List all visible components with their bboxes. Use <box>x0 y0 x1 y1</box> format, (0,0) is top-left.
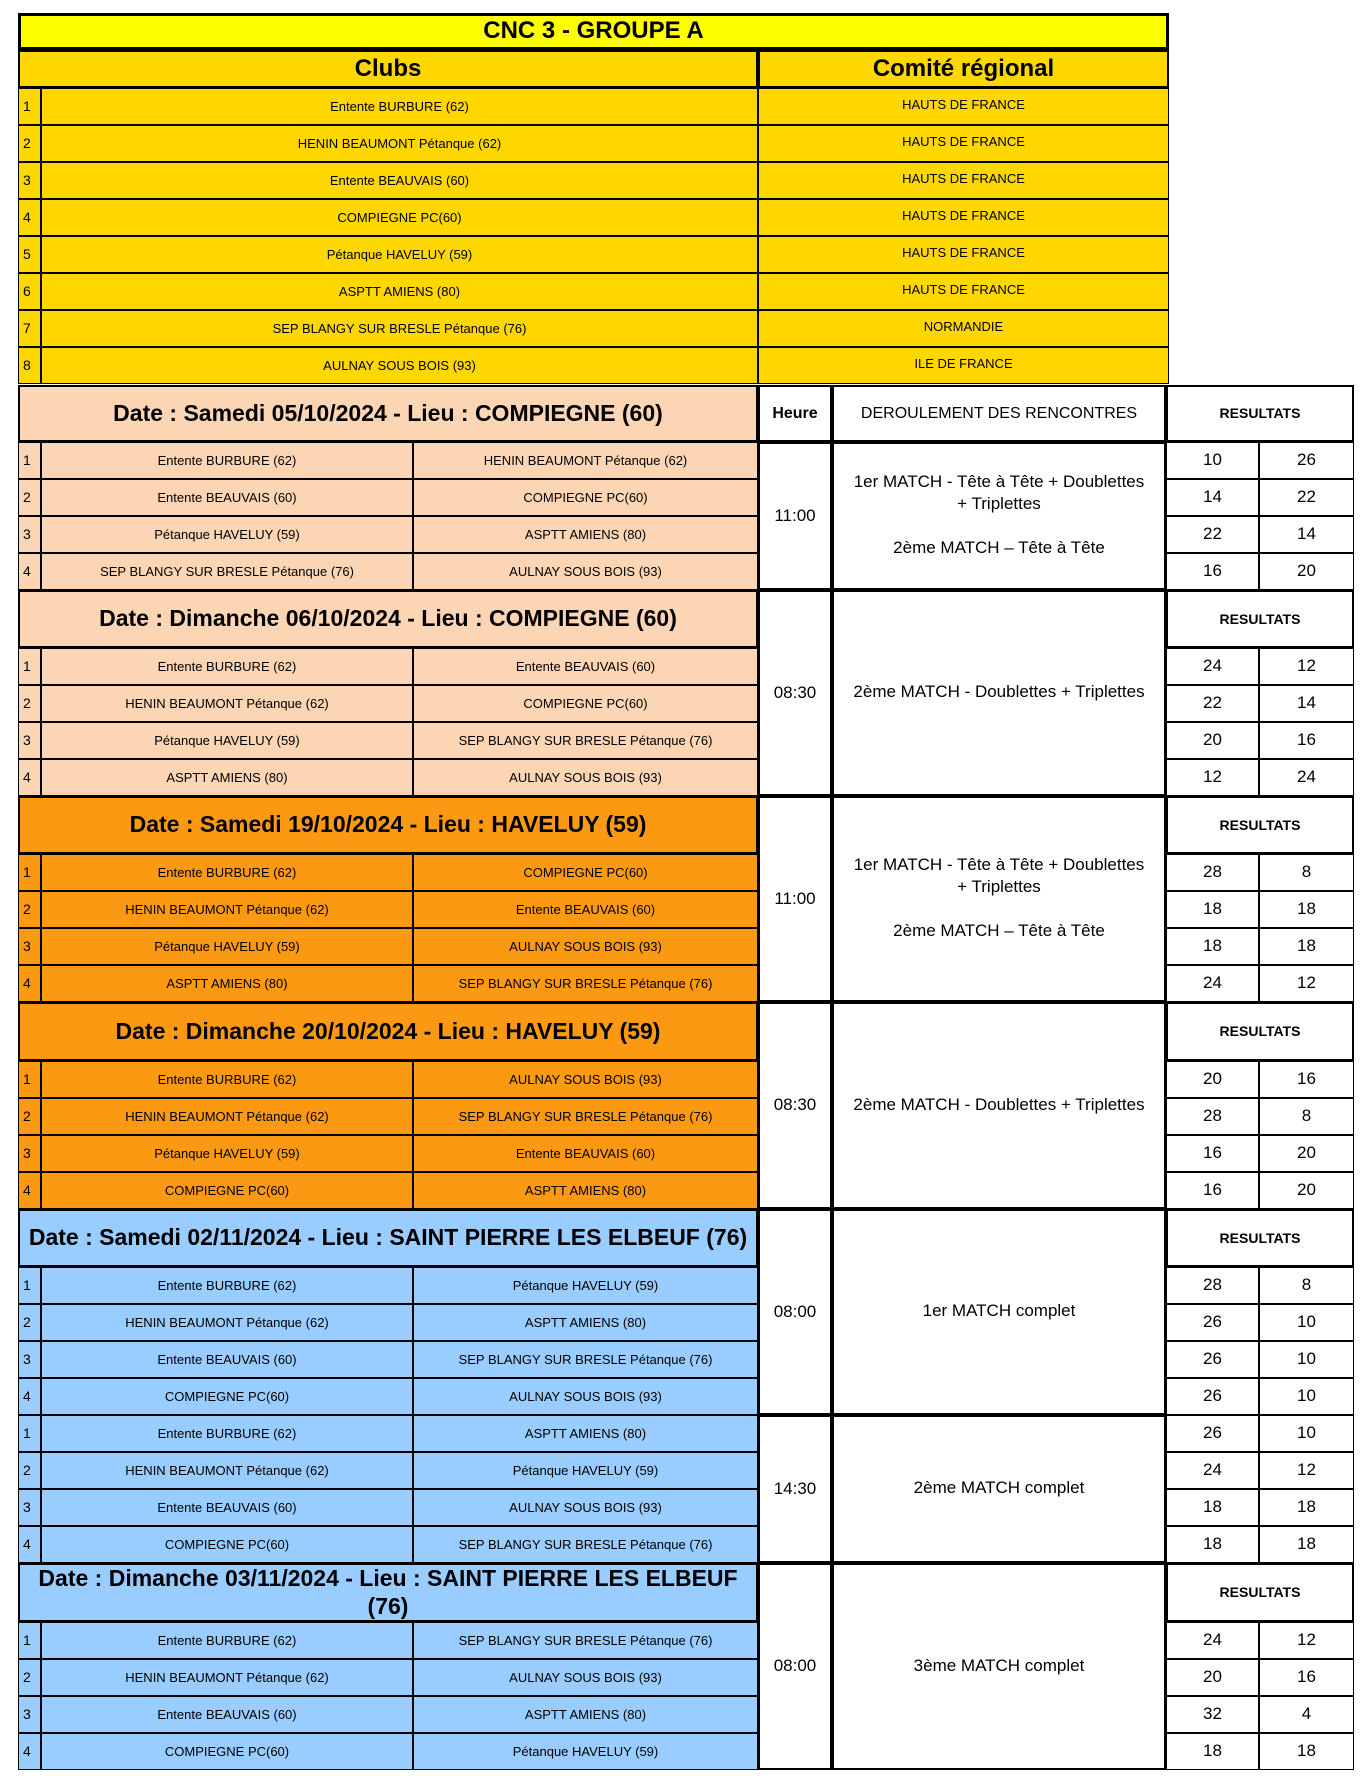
away-score: 10 <box>1259 1304 1354 1341</box>
home-score: 22 <box>1166 685 1259 722</box>
description-line: 2ème MATCH - Doublettes + Triplettes <box>853 682 1145 701</box>
resultats-header: RESULTATS <box>1166 1002 1354 1061</box>
heure-header: Heure <box>758 385 832 442</box>
home-score: 32 <box>1166 1696 1259 1733</box>
description-line: 2ème MATCH - Doublettes + Triplettes <box>853 1094 1145 1114</box>
club-name: Pétanque HAVELUY (59) <box>41 236 758 273</box>
home-score: 18 <box>1166 891 1259 928</box>
away-team: AULNAY SOUS BOIS (93) <box>413 1659 758 1696</box>
page-title: CNC 3 - GROUPE A <box>18 13 1169 50</box>
home-score: 14 <box>1166 479 1259 516</box>
club-number: 4 <box>18 199 41 236</box>
session-date: Date : Dimanche 20/10/2024 - Lieu : HAVELUY (59) <box>18 1002 758 1061</box>
away-score: 20 <box>1259 1135 1354 1172</box>
match-description-lines <box>923 1301 1076 1323</box>
home-team: Entente BURBURE (62) <box>41 442 413 479</box>
home-score: 18 <box>1166 1733 1259 1770</box>
session-date: Date : Samedi 02/11/2024 - Lieu : SAINT PIERRE LES ELBEUF (76) <box>18 1209 758 1267</box>
home-team: COMPIEGNE PC(60) <box>41 1378 413 1415</box>
away-score: 16 <box>1259 1061 1354 1098</box>
club-name: AULNAY SOUS BOIS (93) <box>41 347 758 384</box>
away-team: Pétanque HAVELUY (59) <box>413 1733 758 1770</box>
club-name: COMPIEGNE PC(60) <box>41 199 758 236</box>
description-line: 2ème MATCH – Tête à Tête <box>893 538 1105 557</box>
match-number: 2 <box>18 685 41 722</box>
away-team: Pétanque HAVELUY (59) <box>413 1267 758 1304</box>
club-region: ILE DE FRANCE <box>758 347 1169 384</box>
club-region: HAUTS DE FRANCE <box>758 125 1169 162</box>
home-team: HENIN BEAUMONT Pétanque (62) <box>41 685 413 722</box>
away-score: 16 <box>1259 1659 1354 1696</box>
match-description <box>832 1209 1166 1415</box>
away-score: 20 <box>1259 553 1354 590</box>
away-score: 18 <box>1259 891 1354 928</box>
away-score: 4 <box>1259 1696 1354 1733</box>
home-team: SEP BLANGY SUR BRESLE Pétanque (76) <box>41 553 413 590</box>
away-team: SEP BLANGY SUR BRESLE Pétanque (76) <box>413 1098 758 1135</box>
match-description <box>832 590 1166 796</box>
match-number: 4 <box>18 965 41 1002</box>
away-score: 18 <box>1259 1526 1354 1563</box>
away-team: SEP BLANGY SUR BRESLE Pétanque (76) <box>413 1526 758 1563</box>
match-number: 3 <box>18 1135 41 1172</box>
club-number: 7 <box>18 310 41 347</box>
match-number: 1 <box>18 854 41 891</box>
home-team: Entente BURBURE (62) <box>41 648 413 685</box>
description-line <box>854 516 1145 538</box>
session-date: Date : Samedi 05/10/2024 - Lieu : COMPIEGNE (60) <box>18 385 758 442</box>
resultats-header: RESULTATS <box>1166 1563 1354 1622</box>
home-score: 22 <box>1166 516 1259 553</box>
away-team: ASPTT AMIENS (80) <box>413 1172 758 1209</box>
club-name: Entente BEAUVAIS (60) <box>41 162 758 199</box>
away-score: 12 <box>1259 1622 1354 1659</box>
away-score: 18 <box>1259 928 1354 965</box>
home-team: Entente BURBURE (62) <box>41 1061 413 1098</box>
match-description <box>832 442 1166 590</box>
description-line: 2ème MATCH complet <box>913 1478 1085 1497</box>
match-number: 3 <box>18 516 41 553</box>
away-team: COMPIEGNE PC(60) <box>413 854 758 891</box>
away-score: 8 <box>1259 1267 1354 1304</box>
away-team: COMPIEGNE PC(60) <box>413 685 758 722</box>
resultats-header: RESULTATS <box>1166 796 1354 854</box>
match-number: 2 <box>18 891 41 928</box>
away-team: Pétanque HAVELUY (59) <box>413 1452 758 1489</box>
away-team: COMPIEGNE PC(60) <box>413 479 758 516</box>
match-number: 4 <box>18 553 41 590</box>
club-name: SEP BLANGY SUR BRESLE Pétanque (76) <box>41 310 758 347</box>
home-score: 16 <box>1166 1135 1259 1172</box>
home-team: HENIN BEAUMONT Pétanque (62) <box>41 1452 413 1489</box>
home-score: 28 <box>1166 1098 1259 1135</box>
match-number: 4 <box>18 1526 41 1563</box>
match-description-lines <box>853 682 1144 704</box>
home-team: ASPTT AMIENS (80) <box>41 965 413 1002</box>
home-team: HENIN BEAUMONT Pétanque (62) <box>41 1304 413 1341</box>
club-region: HAUTS DE FRANCE <box>758 273 1169 310</box>
club-number: 6 <box>18 273 41 310</box>
match-number: 3 <box>18 722 41 759</box>
match-description-lines <box>854 472 1145 560</box>
match-number: 1 <box>18 1061 41 1098</box>
match-number: 2 <box>18 1659 41 1696</box>
home-score: 18 <box>1166 928 1259 965</box>
description-line: 1er MATCH - Tête à Tête + Doublettes <box>853 472 1145 491</box>
away-team: AULNAY SOUS BOIS (93) <box>413 1378 758 1415</box>
home-score: 24 <box>1166 1622 1259 1659</box>
match-description-lines <box>914 1656 1085 1678</box>
resultats-header: RESULTATS <box>1166 385 1354 442</box>
away-score: 8 <box>1259 1098 1354 1135</box>
club-number: 3 <box>18 162 41 199</box>
club-number: 2 <box>18 125 41 162</box>
match-description <box>832 796 1166 1002</box>
club-region: HAUTS DE FRANCE <box>758 199 1169 236</box>
home-score: 18 <box>1166 1489 1259 1526</box>
match-number: 1 <box>18 1267 41 1304</box>
club-number: 5 <box>18 236 41 273</box>
away-team: SEP BLANGY SUR BRESLE Pétanque (76) <box>413 965 758 1002</box>
away-score: 26 <box>1259 442 1354 479</box>
away-team: Entente BEAUVAIS (60) <box>413 648 758 685</box>
home-team: COMPIEGNE PC(60) <box>41 1172 413 1209</box>
home-team: Pétanque HAVELUY (59) <box>41 928 413 965</box>
match-number: 4 <box>18 1172 41 1209</box>
match-time: 08:30 <box>758 1002 832 1209</box>
home-team: ASPTT AMIENS (80) <box>41 759 413 796</box>
away-team: AULNAY SOUS BOIS (93) <box>413 928 758 965</box>
club-number: 1 <box>18 88 41 125</box>
match-number: 1 <box>18 648 41 685</box>
description-line <box>854 899 1145 921</box>
home-score: 20 <box>1166 722 1259 759</box>
match-number: 4 <box>18 1378 41 1415</box>
match-description-lines <box>853 1095 1144 1117</box>
away-team: AULNAY SOUS BOIS (93) <box>413 1061 758 1098</box>
clubs-header: Clubs <box>18 50 758 88</box>
away-team: AULNAY SOUS BOIS (93) <box>413 553 758 590</box>
home-team: Entente BURBURE (62) <box>41 1267 413 1304</box>
away-score: 16 <box>1259 722 1354 759</box>
session-date: Date : Dimanche 03/11/2024 - Lieu : SAINT PIERRE LES ELBEUF (76) <box>18 1563 758 1622</box>
away-score: 10 <box>1259 1341 1354 1378</box>
home-score: 26 <box>1166 1341 1259 1378</box>
away-team: HENIN BEAUMONT Pétanque (62) <box>413 442 758 479</box>
club-name: HENIN BEAUMONT Pétanque (62) <box>41 125 758 162</box>
away-score: 10 <box>1259 1378 1354 1415</box>
away-score: 14 <box>1259 516 1354 553</box>
away-score: 14 <box>1259 685 1354 722</box>
home-team: Pétanque HAVELUY (59) <box>41 1135 413 1172</box>
away-team: AULNAY SOUS BOIS (93) <box>413 759 758 796</box>
match-time: 11:00 <box>758 796 832 1002</box>
home-score: 16 <box>1166 1172 1259 1209</box>
club-region: HAUTS DE FRANCE <box>758 88 1169 125</box>
match-number: 2 <box>18 479 41 516</box>
deroulement-header: DEROULEMENT DES RENCONTRES <box>832 385 1166 442</box>
home-team: HENIN BEAUMONT Pétanque (62) <box>41 891 413 928</box>
match-number: 4 <box>18 1733 41 1770</box>
home-score: 12 <box>1166 759 1259 796</box>
home-team: Entente BEAUVAIS (60) <box>41 1696 413 1733</box>
home-team: Entente BEAUVAIS (60) <box>41 1341 413 1378</box>
match-number: 2 <box>18 1098 41 1135</box>
match-number: 3 <box>18 928 41 965</box>
description-line: 1er MATCH complet <box>922 1301 1076 1320</box>
match-description <box>832 1002 1166 1209</box>
away-score: 12 <box>1259 648 1354 685</box>
match-number: 2 <box>18 1452 41 1489</box>
home-team: COMPIEGNE PC(60) <box>41 1733 413 1770</box>
home-team: HENIN BEAUMONT Pétanque (62) <box>41 1659 413 1696</box>
session-date: Date : Samedi 19/10/2024 - Lieu : HAVELUY (59) <box>18 796 758 854</box>
home-team: Pétanque HAVELUY (59) <box>41 516 413 553</box>
match-description-lines <box>914 1478 1085 1500</box>
match-time: 08:00 <box>758 1209 832 1415</box>
away-score: 22 <box>1259 479 1354 516</box>
match-number: 3 <box>18 1489 41 1526</box>
home-score: 26 <box>1166 1415 1259 1452</box>
away-score: 24 <box>1259 759 1354 796</box>
home-team: Entente BURBURE (62) <box>41 854 413 891</box>
home-team: Entente BEAUVAIS (60) <box>41 1489 413 1526</box>
description-line: 3ème MATCH complet <box>913 1655 1085 1675</box>
home-score: 10 <box>1166 442 1259 479</box>
home-score: 24 <box>1166 965 1259 1002</box>
description-line: + Triplettes <box>957 877 1041 896</box>
away-score: 20 <box>1259 1172 1354 1209</box>
match-time: 08:30 <box>758 590 832 796</box>
match-time: 11:00 <box>758 442 832 590</box>
match-number: 1 <box>18 1622 41 1659</box>
home-team: HENIN BEAUMONT Pétanque (62) <box>41 1098 413 1135</box>
away-team: Entente BEAUVAIS (60) <box>413 891 758 928</box>
home-score: 24 <box>1166 648 1259 685</box>
description-line: 1er MATCH - Tête à Tête + Doublettes <box>853 855 1145 874</box>
away-team: ASPTT AMIENS (80) <box>413 1415 758 1452</box>
comite-header: Comité régional <box>758 50 1169 88</box>
away-team: ASPTT AMIENS (80) <box>413 516 758 553</box>
home-score: 20 <box>1166 1061 1259 1098</box>
match-time: 14:30 <box>758 1415 832 1563</box>
away-score: 12 <box>1259 965 1354 1002</box>
home-score: 24 <box>1166 1452 1259 1489</box>
match-number: 3 <box>18 1696 41 1733</box>
match-description <box>832 1415 1166 1563</box>
home-team: Entente BURBURE (62) <box>41 1622 413 1659</box>
description-line: 2ème MATCH – Tête à Tête <box>893 921 1105 940</box>
away-team: SEP BLANGY SUR BRESLE Pétanque (76) <box>413 722 758 759</box>
home-score: 28 <box>1166 854 1259 891</box>
club-region: HAUTS DE FRANCE <box>758 236 1169 273</box>
match-description-lines <box>854 855 1145 943</box>
match-number: 4 <box>18 759 41 796</box>
away-score: 8 <box>1259 854 1354 891</box>
session-date: Date : Dimanche 06/10/2024 - Lieu : COMPIEGNE (60) <box>18 590 758 648</box>
match-number: 1 <box>18 1415 41 1452</box>
away-score: 18 <box>1259 1489 1354 1526</box>
home-score: 20 <box>1166 1659 1259 1696</box>
match-number: 2 <box>18 1304 41 1341</box>
away-team: ASPTT AMIENS (80) <box>413 1304 758 1341</box>
home-score: 18 <box>1166 1526 1259 1563</box>
home-team: Entente BEAUVAIS (60) <box>41 479 413 516</box>
match-number: 1 <box>18 442 41 479</box>
club-number: 8 <box>18 347 41 384</box>
description-line: + Triplettes <box>957 494 1041 513</box>
home-score: 28 <box>1166 1267 1259 1304</box>
away-team: Entente BEAUVAIS (60) <box>413 1135 758 1172</box>
home-team: Entente BURBURE (62) <box>41 1415 413 1452</box>
away-score: 12 <box>1259 1452 1354 1489</box>
resultats-header: RESULTATS <box>1166 1209 1354 1267</box>
home-team: Pétanque HAVELUY (59) <box>41 722 413 759</box>
away-team: AULNAY SOUS BOIS (93) <box>413 1489 758 1526</box>
club-region: NORMANDIE <box>758 310 1169 347</box>
match-description <box>832 1563 1166 1770</box>
away-team: ASPTT AMIENS (80) <box>413 1696 758 1733</box>
home-score: 26 <box>1166 1304 1259 1341</box>
resultats-header: RESULTATS <box>1166 590 1354 648</box>
home-team: COMPIEGNE PC(60) <box>41 1526 413 1563</box>
match-time: 08:00 <box>758 1563 832 1770</box>
away-score: 18 <box>1259 1733 1354 1770</box>
away-score: 10 <box>1259 1415 1354 1452</box>
club-region: HAUTS DE FRANCE <box>758 162 1169 199</box>
home-score: 16 <box>1166 553 1259 590</box>
match-number: 3 <box>18 1341 41 1378</box>
away-team: SEP BLANGY SUR BRESLE Pétanque (76) <box>413 1341 758 1378</box>
home-score: 26 <box>1166 1378 1259 1415</box>
away-team: SEP BLANGY SUR BRESLE Pétanque (76) <box>413 1622 758 1659</box>
club-name: ASPTT AMIENS (80) <box>41 273 758 310</box>
club-name: Entente BURBURE (62) <box>41 88 758 125</box>
